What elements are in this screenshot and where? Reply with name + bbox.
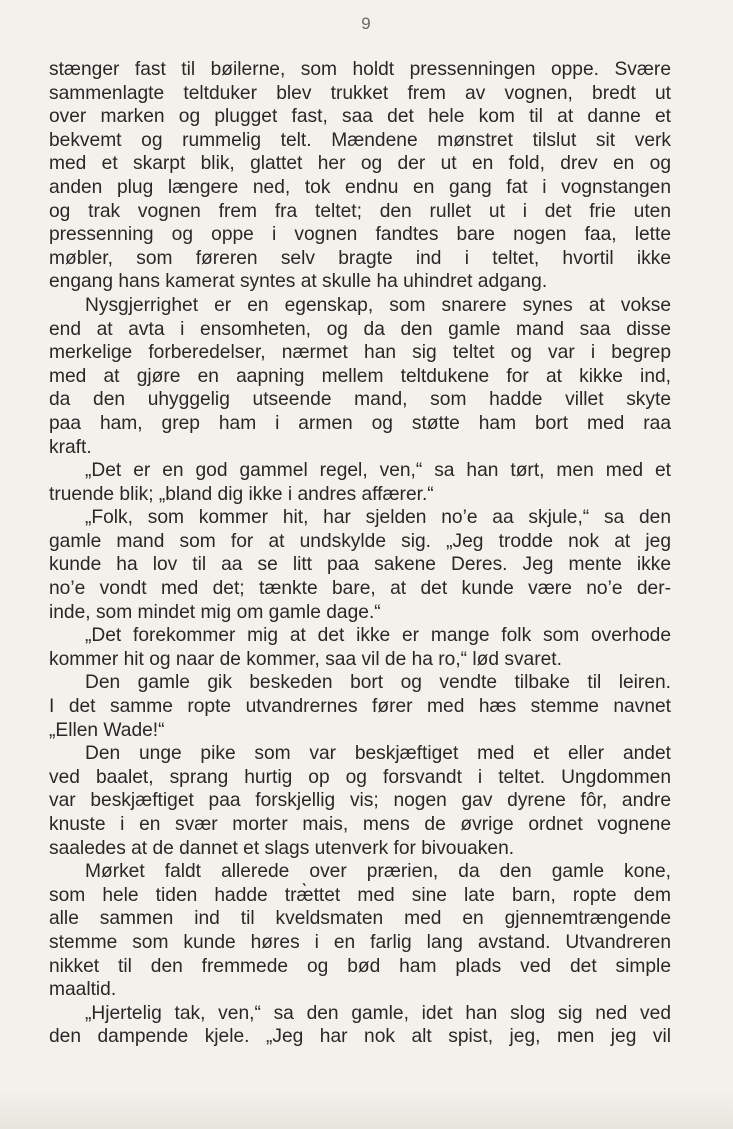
paragraph [49, 459, 671, 506]
text-line: Nysgjerrighet er en egenskap, som snarere synes at vokse [85, 294, 671, 316]
text-line: paa ham, grep ham i armen og støtte ham bort med raa [49, 412, 671, 434]
text-line: som hele tiden hadde træ̀ttet med sine late barn, ropte dem [49, 884, 671, 906]
paragraph [49, 294, 671, 459]
text-line: end at avta i ensomheten, og da den gamle mand saa disse [49, 318, 671, 340]
text-line: kommer hit og naar de kommer, saa vil de ha ro,“ lød svaret. [49, 648, 562, 670]
text-line: anden plug længere ned, tok endnu en gang fat i vognstangen [49, 176, 671, 198]
text-line: møbler, som føreren selv bragte ind i teltet, hvortil ikke [49, 247, 671, 269]
paragraph [49, 1002, 671, 1049]
text-line: I det samme ropte utvandrernes fører med hæs stemme navnet [49, 696, 671, 718]
paragraph [49, 624, 671, 671]
text-line: kraft. [49, 436, 92, 458]
text-line: gamle mand som for at undskylde sig. „Jeg trodde nok at jeg [49, 530, 671, 552]
page-number: 9 [361, 14, 372, 33]
text-line: sammenlagte teltduker blev trukket frem av vognen, bredt ut [49, 82, 671, 104]
text-line: saaledes at de dannet et slags utenverk for bivouaken. [49, 837, 515, 859]
paragraph [49, 860, 671, 1002]
text-line: da den uhyggelig utseende mand, som hadde villet skyte [49, 389, 671, 411]
text-line: ved baalet, sprang hurtig op og forsvandt i teltet. Ungdommen [49, 766, 671, 788]
text-line: merkelige forberedelser, nærmet han sig teltet og var i begrep [49, 342, 671, 364]
text-line: „Folk, som kommer hit, har sjelden no’e aa skjule,“ sa den [85, 507, 671, 529]
text-line: truende blik; „bland dig ikke i andres affærer.“ [49, 483, 434, 505]
text-line: knuste i en svær morter mais, mens de øvrige ordnet vognene [49, 814, 671, 835]
paragraph [49, 742, 671, 860]
text-line: stemme som kunde høres i en farlig lang avstand. Utvandreren [49, 931, 671, 953]
text-line: kunde ha lov til aa se litt paa sakene Deres. Jeg mente ikke [49, 554, 671, 576]
body-text [49, 58, 671, 1049]
text-line: var beskjæftiget paa forskjellig vis; nogen gav dyrene fôr, andre [49, 790, 671, 812]
text-line: „Ellen Wade!“ [49, 719, 165, 741]
paragraph [49, 671, 671, 742]
text-line: stænger fast til bøilerne, som holdt pressenningen oppe. Svære [49, 59, 671, 80]
text-line: Den unge pike som var beskjæftiget med et eller andet [85, 743, 671, 765]
text-line: „Det er en god gammel regel, ven,“ sa han tørt, men med et [85, 460, 671, 482]
page-bottom-shading [0, 1090, 733, 1129]
paragraph [49, 506, 671, 624]
text-line: „Hjertelig tak, ven,“ sa den gamle, idet han slog sig ned ved [85, 1002, 671, 1024]
text-line: nikket til den fremmede og bød ham plads ved det simple [49, 955, 671, 977]
text-line: over marken og plugget fast, saa det hele kom til at danne et [49, 106, 671, 128]
text-line: og trak vognen frem fra teltet; den rullet ut i det frie uten [49, 200, 671, 222]
text-line: inde, som mindet mig om gamle dage.“ [49, 601, 381, 623]
text-line: bekvemt og rummelig telt. Mændene mønstret tilslut sit verk [49, 129, 671, 151]
text-line: „Det forekommer mig at det ikke er mange folk som overhode [85, 625, 671, 647]
text-line: maaltid. [49, 979, 117, 1001]
paragraph [49, 58, 671, 294]
text-line: med et skarpt blik, glattet her og der ut en fold, drev en og [49, 153, 671, 175]
text-line: alle sammen ind til kveldsmaten med en gjennemtrængende [49, 908, 671, 930]
text-line: Mørket faldt allerede over prærien, da den gamle kone, [85, 861, 671, 883]
text-line: no’e vondt med det; tænkte bare, at det kunde være no’e der- [49, 578, 671, 600]
text-line: med at gjøre en aapning mellem teltdukene for at kikke ind, [49, 365, 671, 387]
text-line: den dampende kjele. „Jeg har nok alt spist, jeg, men jeg vil [49, 1026, 671, 1048]
text-line: engang hans kamerat syntes at skulle ha uhindret adgang. [49, 271, 548, 293]
text-line: Den gamle gik beskeden bort og vendte tilbake til leiren. [85, 672, 671, 694]
text-line: pressenning og oppe i vognen fandtes bare nogen faa, lette [49, 224, 671, 246]
